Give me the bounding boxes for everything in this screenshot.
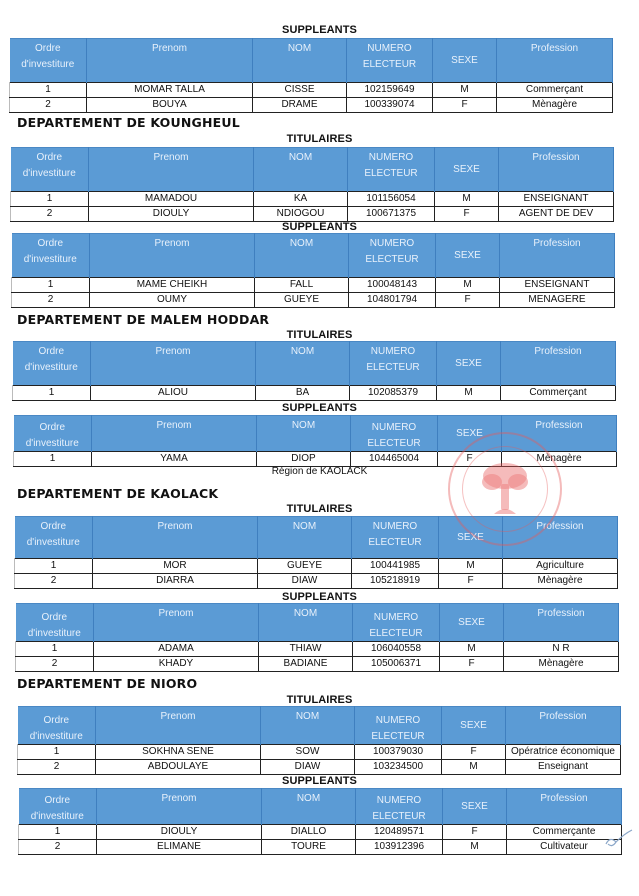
column-prenom: Prenom [93, 517, 258, 559]
column-sexe: SEXE [442, 707, 506, 745]
cell-nom: FALL [255, 278, 349, 293]
cell-numero: 100048143 [349, 278, 436, 293]
cell-nom: DIALLO [262, 825, 356, 840]
candidates-table [10, 147, 614, 222]
cell-sexe: F [435, 207, 499, 222]
cell-nom: DIAW [261, 760, 355, 775]
column-sexe: SEXE [433, 39, 497, 83]
cell-ordre: 1 [10, 83, 87, 98]
cell-nom: SOW [261, 745, 355, 760]
cell-numero: 105218919 [352, 574, 439, 589]
column-prenom: Prenom [97, 789, 262, 825]
cell-sexe: M [435, 192, 499, 207]
table-row [12, 278, 615, 293]
section-heading: SUPPLEANTS [282, 24, 357, 36]
table-header [16, 604, 619, 642]
table-header [18, 707, 621, 745]
column-sexe: SEXE [438, 416, 502, 452]
column-ordre: Ordre d'investiture [10, 39, 87, 83]
column-ordre: Ordre d'investiture [16, 604, 94, 642]
cell-sexe: F [438, 452, 502, 467]
cell-prenom: MOR [93, 559, 258, 574]
cell-profession: Mènagère [497, 98, 613, 113]
column-ordre: Ordre d'investiture [11, 148, 89, 192]
cell-ordre: 2 [10, 98, 87, 113]
column-sexe: SEXE [436, 234, 500, 278]
cell-ordre: 2 [12, 293, 90, 308]
cell-nom: CISSE [253, 83, 347, 98]
cell-profession: Mènagère [502, 452, 617, 467]
cell-sexe: M [433, 83, 497, 98]
column-sexe: SEXE [443, 789, 507, 825]
cell-sexe: M [442, 760, 506, 775]
table-row [10, 83, 613, 98]
table-header [13, 342, 616, 386]
column-prenom: Prenom [91, 342, 256, 386]
table-row [13, 386, 616, 401]
section-heading: TITULAIRES [286, 694, 353, 706]
candidates-table [11, 233, 615, 308]
cell-sexe: M [443, 840, 507, 855]
column-numero-electeur: NUMERO ELECTEUR [356, 789, 443, 825]
candidates-table [18, 788, 622, 855]
column-nom: NOM [262, 789, 356, 825]
cell-ordre: 2 [11, 207, 89, 222]
column-prenom: Prenom [94, 604, 259, 642]
cell-sexe: M [440, 642, 504, 657]
cell-profession: Mènagère [504, 657, 619, 672]
section-heading: SUPPLEANTS [282, 775, 357, 787]
cell-ordre: 1 [11, 192, 89, 207]
cell-numero: 100339074 [347, 98, 433, 113]
column-ordre: Ordre d'investiture [19, 789, 97, 825]
cell-nom: DRAME [253, 98, 347, 113]
cell-profession: AGENT DE DEV [499, 207, 614, 222]
column-prenom: Prenom [96, 707, 261, 745]
cell-nom: KA [254, 192, 348, 207]
column-numero-electeur: NUMERO ELECTEUR [348, 148, 435, 192]
cell-prenom: DIOULY [97, 825, 262, 840]
cell-numero: 104801794 [349, 293, 436, 308]
column-profession: Profession [503, 517, 618, 559]
cell-nom: GUEYE [258, 559, 352, 574]
table-header [10, 39, 613, 83]
column-nom: NOM [256, 342, 350, 386]
cell-sexe: F [439, 574, 503, 589]
cell-prenom: ADAMA [94, 642, 259, 657]
table-row [12, 293, 615, 308]
cell-numero: 120489571 [356, 825, 443, 840]
section-heading: SUPPLEANTS [282, 402, 357, 414]
department-title: DEPARTEMENT DE NIORO [17, 676, 198, 691]
column-nom: NOM [253, 39, 347, 83]
cell-profession: Commerçant [501, 386, 616, 401]
table-row [15, 574, 618, 589]
table-row [19, 825, 622, 840]
table-row [18, 760, 621, 775]
section-heading: TITULAIRES [286, 329, 353, 341]
cell-ordre: 1 [13, 386, 91, 401]
table-row [19, 840, 622, 855]
cell-sexe: F [433, 98, 497, 113]
column-prenom: Prenom [92, 416, 257, 452]
cell-prenom: MAMADOU [89, 192, 254, 207]
cell-prenom: DIOULY [89, 207, 254, 222]
cell-prenom: DIARRA [93, 574, 258, 589]
column-numero-electeur: NUMERO ELECTEUR [353, 604, 440, 642]
cell-numero: 100671375 [348, 207, 435, 222]
cell-ordre: 1 [12, 278, 90, 293]
table-header [15, 517, 618, 559]
cell-ordre: 2 [16, 657, 94, 672]
column-prenom: Prenom [90, 234, 255, 278]
cell-prenom: SOKHNA SENE [96, 745, 261, 760]
candidates-table [12, 341, 616, 401]
column-numero-electeur: NUMERO ELECTEUR [352, 517, 439, 559]
column-nom: NOM [257, 416, 351, 452]
cell-prenom: ELIMANE [97, 840, 262, 855]
cell-ordre: 1 [18, 745, 96, 760]
department-title: DEPARTEMENT DE KOUNGHEUL [17, 115, 240, 130]
cell-sexe: F [443, 825, 507, 840]
table-header [12, 234, 615, 278]
cell-nom: BA [256, 386, 350, 401]
column-numero-electeur: NUMERO ELECTEUR [350, 342, 437, 386]
cell-prenom: MOMAR TALLA [87, 83, 253, 98]
candidates-table [15, 603, 619, 672]
table-row [11, 192, 614, 207]
cell-numero: 102159649 [347, 83, 433, 98]
column-ordre: Ordre d'investiture [18, 707, 96, 745]
cell-profession: Enseignant [506, 760, 621, 775]
cell-ordre: 2 [19, 840, 97, 855]
section-heading: SUPPLEANTS [282, 221, 357, 233]
section-heading: SUPPLEANTS [282, 591, 357, 603]
cell-prenom: BOUYA [87, 98, 253, 113]
cell-numero: 104465004 [351, 452, 438, 467]
column-ordre: Ordre d'investiture [12, 234, 90, 278]
cell-profession: N R [504, 642, 619, 657]
column-nom: NOM [261, 707, 355, 745]
cell-profession: Mènagère [503, 574, 618, 589]
cell-prenom: KHADY [94, 657, 259, 672]
cell-profession: Commerçant [497, 83, 613, 98]
cell-sexe: F [436, 293, 500, 308]
cell-sexe: F [442, 745, 506, 760]
table-header [11, 148, 614, 192]
table-header [14, 416, 617, 452]
column-profession: Profession [500, 234, 615, 278]
column-profession: Profession [507, 789, 622, 825]
table-row [18, 745, 621, 760]
cell-ordre: 1 [15, 559, 93, 574]
cell-prenom: OUMY [90, 293, 255, 308]
cell-numero: 102085379 [350, 386, 437, 401]
column-sexe: SEXE [437, 342, 501, 386]
cell-nom: DIAW [258, 574, 352, 589]
cell-numero: 100379030 [355, 745, 442, 760]
column-prenom: Prenom [89, 148, 254, 192]
cell-nom: GUEYE [255, 293, 349, 308]
column-profession: Profession [502, 416, 617, 452]
cell-nom: DIOP [257, 452, 351, 467]
cell-sexe: F [440, 657, 504, 672]
candidates-table [13, 415, 617, 467]
column-numero-electeur: NUMERO ELECTEUR [347, 39, 433, 83]
cell-profession: Opératrice économique [506, 745, 621, 760]
cell-nom: THIAW [259, 642, 353, 657]
department-title: DEPARTEMENT DE KAOLACK [17, 486, 219, 501]
column-nom: NOM [254, 148, 348, 192]
cell-sexe: M [439, 559, 503, 574]
cell-numero: 101156054 [348, 192, 435, 207]
cell-nom: BADIANE [259, 657, 353, 672]
cell-profession: Agriculture [503, 559, 618, 574]
column-profession: Profession [499, 148, 614, 192]
column-numero-electeur: NUMERO ELECTEUR [355, 707, 442, 745]
cell-nom: NDIOGOU [254, 207, 348, 222]
column-profession: Profession [504, 604, 619, 642]
cell-profession: ENSEIGNANT [500, 278, 615, 293]
cell-prenom: ABDOULAYE [96, 760, 261, 775]
column-ordre: Ordre d'investiture [15, 517, 93, 559]
column-profession: Profession [506, 707, 621, 745]
cell-numero: 100441985 [352, 559, 439, 574]
cell-ordre: 1 [19, 825, 97, 840]
cell-prenom: ALIOU [91, 386, 256, 401]
section-heading: TITULAIRES [286, 133, 353, 145]
column-sexe: SEXE [440, 604, 504, 642]
table-row [15, 559, 618, 574]
column-profession: Profession [501, 342, 616, 386]
column-ordre: Ordre d'investiture [13, 342, 91, 386]
column-nom: NOM [259, 604, 353, 642]
cell-ordre: 1 [16, 642, 94, 657]
cell-sexe: M [436, 278, 500, 293]
column-ordre: Ordre d'investiture [14, 416, 92, 452]
column-prenom: Prenom [87, 39, 253, 83]
cell-profession: Cultivateur [507, 840, 622, 855]
cell-ordre: 2 [15, 574, 93, 589]
cell-numero: 103912396 [356, 840, 443, 855]
table-header [19, 789, 622, 825]
region-label: Région de KAOLACK [271, 466, 368, 477]
column-nom: NOM [255, 234, 349, 278]
cell-sexe: M [437, 386, 501, 401]
column-sexe: SEXE [435, 148, 499, 192]
column-profession: Profession [497, 39, 613, 83]
section-heading: TITULAIRES [286, 503, 353, 515]
cell-numero: 106040558 [353, 642, 440, 657]
cell-profession: ENSEIGNANT [499, 192, 614, 207]
cell-ordre: 1 [14, 452, 92, 467]
table-row [16, 642, 619, 657]
table-row [10, 98, 613, 113]
cell-profession: MENAGERE [500, 293, 615, 308]
table-row [11, 207, 614, 222]
table-row [16, 657, 619, 672]
column-numero-electeur: NUMERO ELECTEUR [349, 234, 436, 278]
cell-profession: Commerçante [507, 825, 622, 840]
cell-prenom: MAME CHEIKH [90, 278, 255, 293]
cell-ordre: 2 [18, 760, 96, 775]
cell-nom: TOURE [262, 840, 356, 855]
cell-prenom: YAMA [92, 452, 257, 467]
cell-numero: 103234500 [355, 760, 442, 775]
table-row [14, 452, 617, 467]
candidates-table [9, 38, 613, 113]
candidates-table [17, 706, 621, 775]
cell-numero: 105006371 [353, 657, 440, 672]
column-sexe: SEXE [439, 517, 503, 559]
candidates-table [14, 516, 618, 589]
column-nom: NOM [258, 517, 352, 559]
department-title: DEPARTEMENT DE MALEM HODDAR [17, 312, 270, 327]
column-numero-electeur: NUMERO ELECTEUR [351, 416, 438, 452]
